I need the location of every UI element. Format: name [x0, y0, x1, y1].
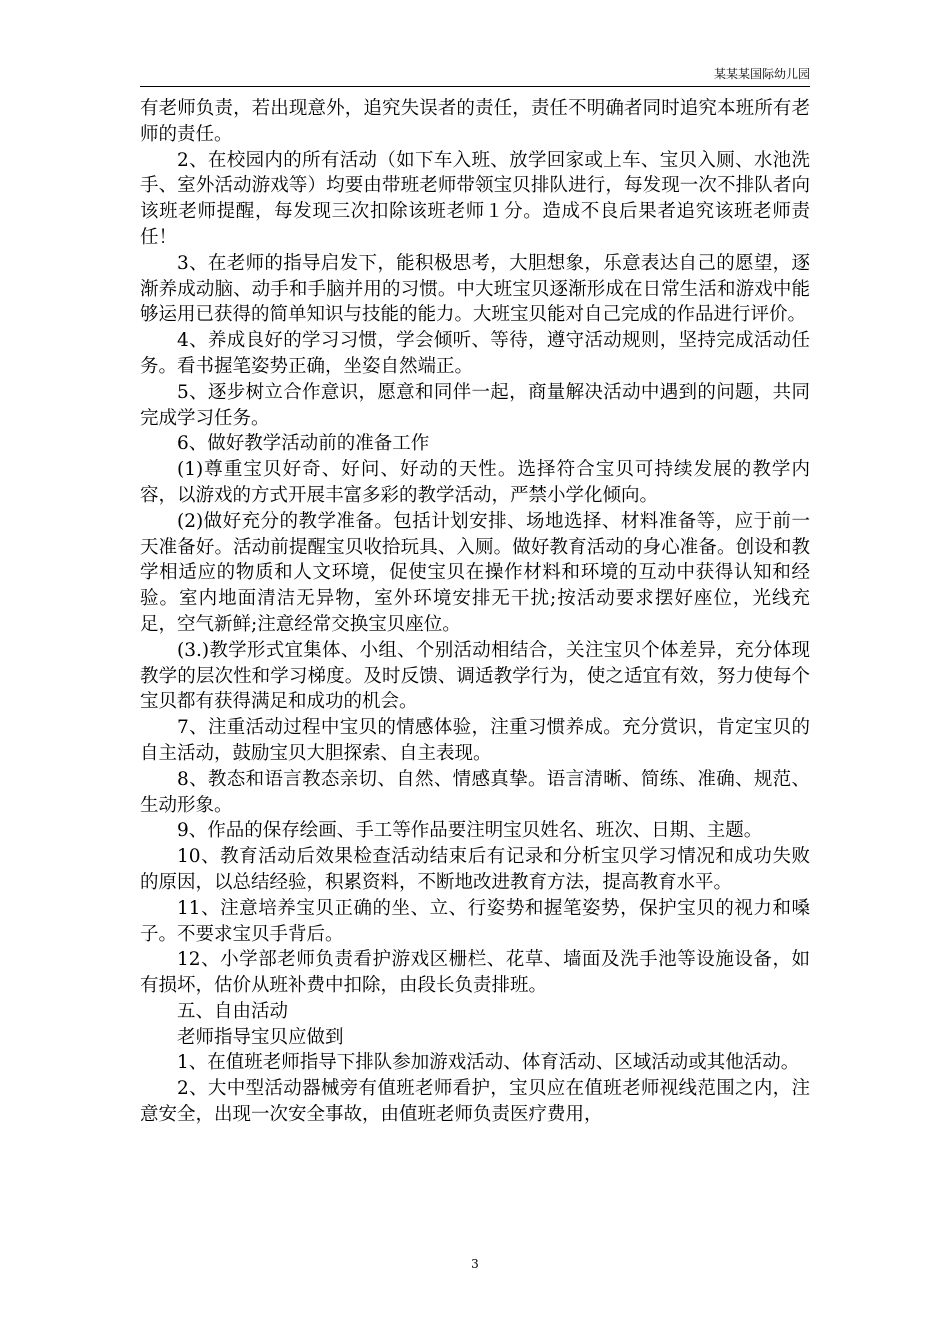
- section-heading: 五、自由活动: [177, 1000, 289, 1022]
- paragraph: 1、在值班老师指导下排队参加游戏活动、体育活动、区域活动或其他活动。: [177, 1052, 800, 1074]
- paragraph: 8、教态和语言教态亲切、自然、情感真挚。语言清晰、简练、准确、规范、生动形象。: [140, 768, 810, 816]
- paragraph: 老师指导宝贝应做到: [177, 1026, 344, 1048]
- paragraph: 9、作品的保存绘画、手工等作品要注明宝贝姓名、班次、日期、主题。: [177, 820, 763, 842]
- paragraph: 3、在老师的指导启发下，能积极思考，大胆想象，乐意表达自己的愿望，逐渐养成动脑、动手和手脑并用的习惯。中大班宝贝逐渐形成在日常生活和游戏中能够运用已获得的简单知识与技能的能力。大班宝贝能对自己完成的作品进行评价。: [140, 252, 810, 326]
- paragraph: 7、注重活动过程中宝贝的情感体验，注重习惯养成。充分赏识，肯定宝贝的自主活动，鼓励宝贝大胆探索、自主表现。: [140, 717, 810, 764]
- document-body: [140, 96, 810, 1128]
- paragraph: 5、逐步树立合作意识，愿意和同伴一起，商量解决活动中遇到的问题，共同完成学习任务。: [140, 381, 810, 429]
- paragraph: 2、大中型活动器械旁有值班老师看护，宝贝应在值班老师视线范围之内，注意安全，出现一次安全事故，由值班老师负责医疗费用，: [140, 1078, 810, 1126]
- header-divider: [140, 86, 810, 87]
- page-number: 3: [471, 1257, 479, 1271]
- paragraph: 2、在校园内的所有活动（如下车入班、放学回家或上车、宝贝入厕、水池洗手、室外活动游戏等）均要由带班老师带领宝贝排队进行，每发现一次不排队者向该班老师提醒，每发现三次扣除该班老师１分。造成不良后果者追究该班老师责任！: [140, 149, 810, 248]
- paragraph: 11、注意培养宝贝正确的坐、立、行姿势和握笔姿势，保护宝贝的视力和嗓子。不要求宝贝手背后。: [140, 897, 810, 945]
- paragraph: 6、做好教学活动前的准备工作: [177, 433, 430, 455]
- page-header-org-name: 某某某国际幼儿园: [713, 67, 810, 81]
- paragraph: 10、教育活动后效果检查活动结束后有记录和分析宝贝学习情况和成功失败的原因，以总结经验，积累资料，不断地改进教育方法，提高教育水平。: [140, 846, 810, 893]
- paragraph: 12、小学部老师负责看护游戏区栅栏、花草、墙面及洗手池等设施设备，如有损坏，估价从班补费中扣除，由段长负责排班。: [140, 949, 810, 997]
- paragraph: (2)做好充分的教学准备。包括计划安排、场地选择、材料准备等，应于前一天准备好。活动前提醒宝贝收拾玩具、入厕。做好教育活动的身心准备。创设和教学相适应的物质和人文环境，促使宝贝在操作材料和环境的互动中获得认知和经验。室内地面清洁无异物，室外环境安排无干扰;按活动要求摆好座位，光线充足，空气新鲜;注意经常交换宝贝座位。: [140, 510, 810, 635]
- paragraph: 4、养成良好的学习习惯，学会倾听、等待，遵守活动规则，坚持完成活动任务。看书握笔姿势正确，坐姿自然端正。: [140, 330, 810, 377]
- paragraph: 有老师负责，若出现意外，追究失误者的责任，责任不明确者同时追究本班所有老师的责任。: [140, 98, 810, 145]
- paragraph: (1)尊重宝贝好奇、好问、好动的天性。选择符合宝贝可持续发展的教学内容，以游戏的方式开展丰富多彩的教学活动，严禁小学化倾向。: [140, 459, 810, 506]
- paragraph: (3.)教学形式宜集体、小组、个别活动相结合，关注宝贝个体差异，充分体现教学的层次性和学习梯度。及时反馈、调适教学行为，使之适宜有效，努力使每个宝贝都有获得满足和成功的机会。: [140, 639, 810, 713]
